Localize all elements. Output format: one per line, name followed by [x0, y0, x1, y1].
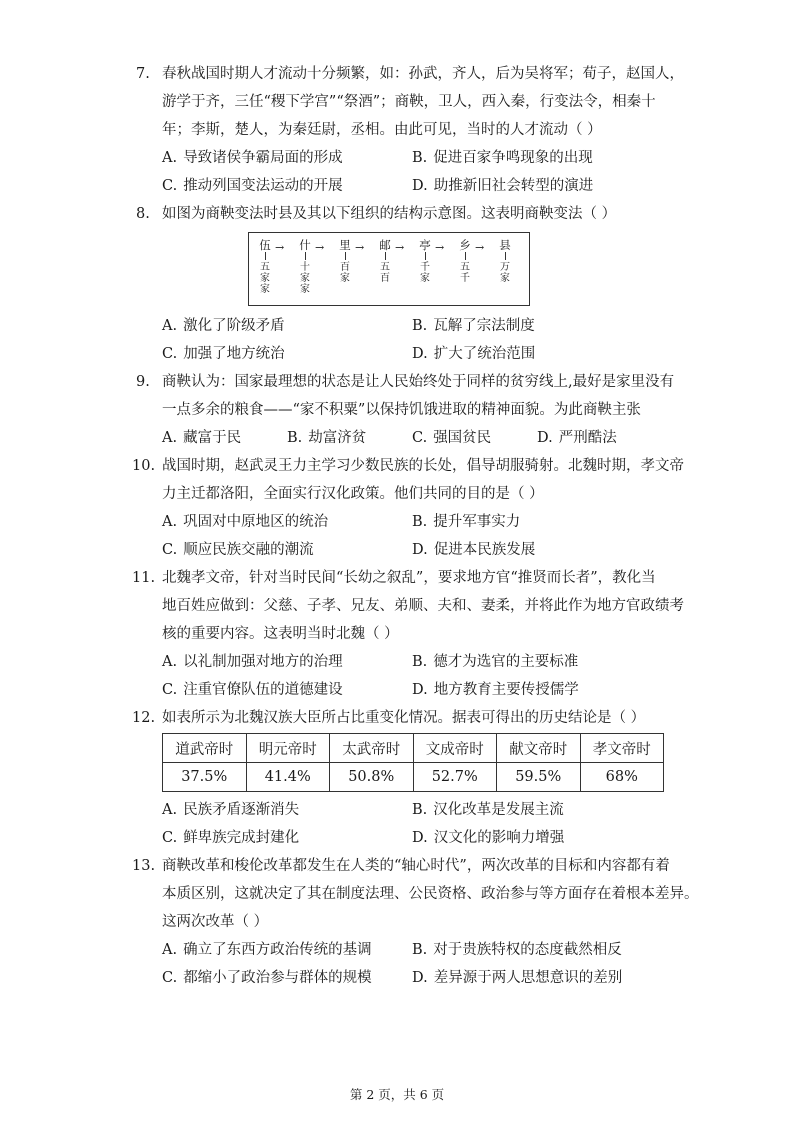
question-7-line-1: 春秋战国时期人才流动十分频繁，如：孙武，齐人，后为吴将军；荀子，赵国人， [162, 66, 684, 82]
diagram-node-ting: 亭 千 家 [419, 238, 431, 284]
page-footer: 第 2 页，共 6 页 [349, 1087, 445, 1102]
question-11-line-1: 北魏孝文帝，针对当时民间“长幼之叙乱”，要求地方官“推贤而长者”，教化当 [162, 570, 656, 586]
table-cell: 41.4% [246, 763, 330, 792]
question-13-line-1: 商鞅改革和梭伦改革都发生在人类的“轴心时代”，两次改革的目标和内容都有着 [162, 858, 670, 874]
question-10-option-d: D. 促进本民族发展 [412, 542, 536, 558]
question-8-option-b: B. 瓦解了宗法制度 [412, 318, 535, 334]
table-cell: 59.5% [497, 763, 581, 792]
structure-diagram [248, 232, 530, 306]
arrow-icon: → [475, 241, 485, 254]
question-7-option-b: B. 促进百家争鸣现象的出现 [412, 150, 593, 166]
question-11-option-c: C. 注重官僚队伍的道德建设 [162, 682, 343, 698]
question-8-option-a: A. 激化了阶级矛盾 [162, 318, 285, 334]
question-9-line-1: 商鞅认为：国家最理想的状态是让人民始终处于同样的贫穷线上,最好是家里没有 [162, 374, 675, 390]
question-9-option-d: D. 严刑酷法 [537, 430, 617, 446]
question-11-option-d: D. 地方教育主要传授儒学 [412, 682, 579, 698]
question-10-line-1: 战国时期，赵武灵王力主学习少数民族的长处，倡导胡服骑射。北魏时期，孝文帝 [162, 458, 684, 474]
question-7-line-2: 游学于齐，三任“稷下学宫”“祭酒”；商鞅，卫人，西入秦，行变法令，相秦十 [162, 94, 656, 110]
question-8-number: 8. [136, 206, 150, 222]
question-10-option-b: B. 提升军事实力 [412, 514, 521, 530]
question-13-option-b: B. 对于贵族特权的态度截然相反 [412, 942, 622, 958]
question-13-line-2: 本质区别，这就决定了其在制度法理、公民资格、政治参与等方面存在着根本差异。 [162, 886, 699, 902]
question-12-option-c: C. 鲜卑族完成封建化 [162, 830, 300, 846]
question-12-option-a: A. 民族矛盾逐渐消失 [162, 802, 300, 818]
question-12-option-d: D. 汉文化的影响力增强 [412, 830, 565, 846]
question-9-option-a: A. 藏富于民 [162, 430, 242, 446]
question-11-line-3: 核的重要内容。这表明当时北魏（ ） [162, 626, 399, 642]
question-9-number: 9. [136, 374, 150, 390]
table-header-cell: 文成帝时 [413, 734, 497, 763]
question-7-option-d: D. 助推新旧社会转型的演进 [412, 178, 594, 194]
question-13-line-3: 这两次改革（ ） [162, 914, 269, 930]
diagram-node-shi: 什 十 家 家 [299, 238, 311, 295]
diagram-node-wu: 伍 五 家 家 [259, 238, 271, 295]
diagram-node-xian: 县 万 家 [499, 238, 511, 284]
arrow-icon: → [435, 241, 445, 254]
question-11-line-2: 地百姓应做到：父慈、子孝、兄友、弟顺、夫和、妻柔，并将此作为地方官政绩考 [162, 598, 684, 614]
question-10-option-c: C. 顺应民族交融的潮流 [162, 542, 314, 558]
question-12-option-b: B. 汉化改革是发展主流 [412, 802, 564, 818]
question-8-option-c: C. 加强了地方统治 [162, 346, 285, 362]
question-13-option-c: C. 都缩小了政治参与群体的规模 [162, 970, 372, 986]
han-minister-ratio-table [162, 733, 664, 792]
table-cell: 37.5% [163, 763, 247, 792]
question-8-line-1: 如图为商鞅变法时县及其以下组织的结构示意图。这表明商鞅变法（ ） [162, 206, 617, 222]
question-9-option-b: B. 劫富济贫 [287, 430, 367, 446]
question-8-option-d: D. 扩大了统治范围 [412, 346, 536, 362]
question-10-number: 10. [132, 458, 156, 474]
table-header-cell: 太武帝时 [330, 734, 414, 763]
table-header-cell: 道武帝时 [163, 734, 247, 763]
question-9-line-2: 一点多余的粮食——“家不积粟”以保持饥饿进取的精神面貌。为此商鞅主张 [162, 402, 641, 418]
table-header-row [163, 734, 664, 763]
table-header-cell: 孝文帝时 [580, 734, 664, 763]
question-11-option-b: B. 德才为选官的主要标准 [412, 654, 579, 670]
question-10-option-a: A. 巩固对中原地区的统治 [162, 514, 329, 530]
question-13-option-d: D. 差异源于两人思想意识的差别 [412, 970, 623, 986]
diagram-node-li: 里 百 家 [339, 238, 351, 284]
question-7-number: 7. [136, 66, 150, 82]
question-7-option-c: C. 推动列国变法运动的开展 [162, 178, 343, 194]
question-9-option-c: C. 强国贫民 [412, 430, 492, 446]
question-11-number: 11. [132, 570, 156, 586]
table-row [163, 763, 664, 792]
question-13-number: 13. [132, 858, 156, 874]
question-10-line-2: 力主迁都洛阳，全面实行汉化政策。他们共同的目的是（ ） [162, 486, 544, 502]
question-7-option-a: A. 导致诸侯争霸局面的形成 [162, 150, 343, 166]
question-11-option-a: A. 以礼制加强对地方的治理 [162, 654, 343, 670]
table-cell: 52.7% [413, 763, 497, 792]
question-7-line-3: 年；李斯，楚人，为秦廷尉，丞相。由此可见，当时的人才流动（ ） [162, 122, 602, 138]
diagram-node-xiang: 乡 五 千 [459, 238, 471, 284]
arrow-icon: → [395, 241, 405, 254]
arrow-icon: → [315, 241, 325, 254]
diagram-node-you: 邮 五 百 [379, 238, 391, 284]
table-header-cell: 明元帝时 [246, 734, 330, 763]
table-cell: 68% [580, 763, 664, 792]
arrow-icon: → [355, 241, 365, 254]
question-13-option-a: A. 确立了东西方政治传统的基调 [162, 942, 372, 958]
table-header-cell: 献文帝时 [497, 734, 581, 763]
arrow-icon: → [275, 241, 285, 254]
question-12-number: 12. [132, 710, 156, 726]
table-cell: 50.8% [330, 763, 414, 792]
question-12-line-1: 如表所示为北魏汉族大臣所占比重变化情况。据表可得出的历史结论是（ ） [162, 710, 646, 726]
